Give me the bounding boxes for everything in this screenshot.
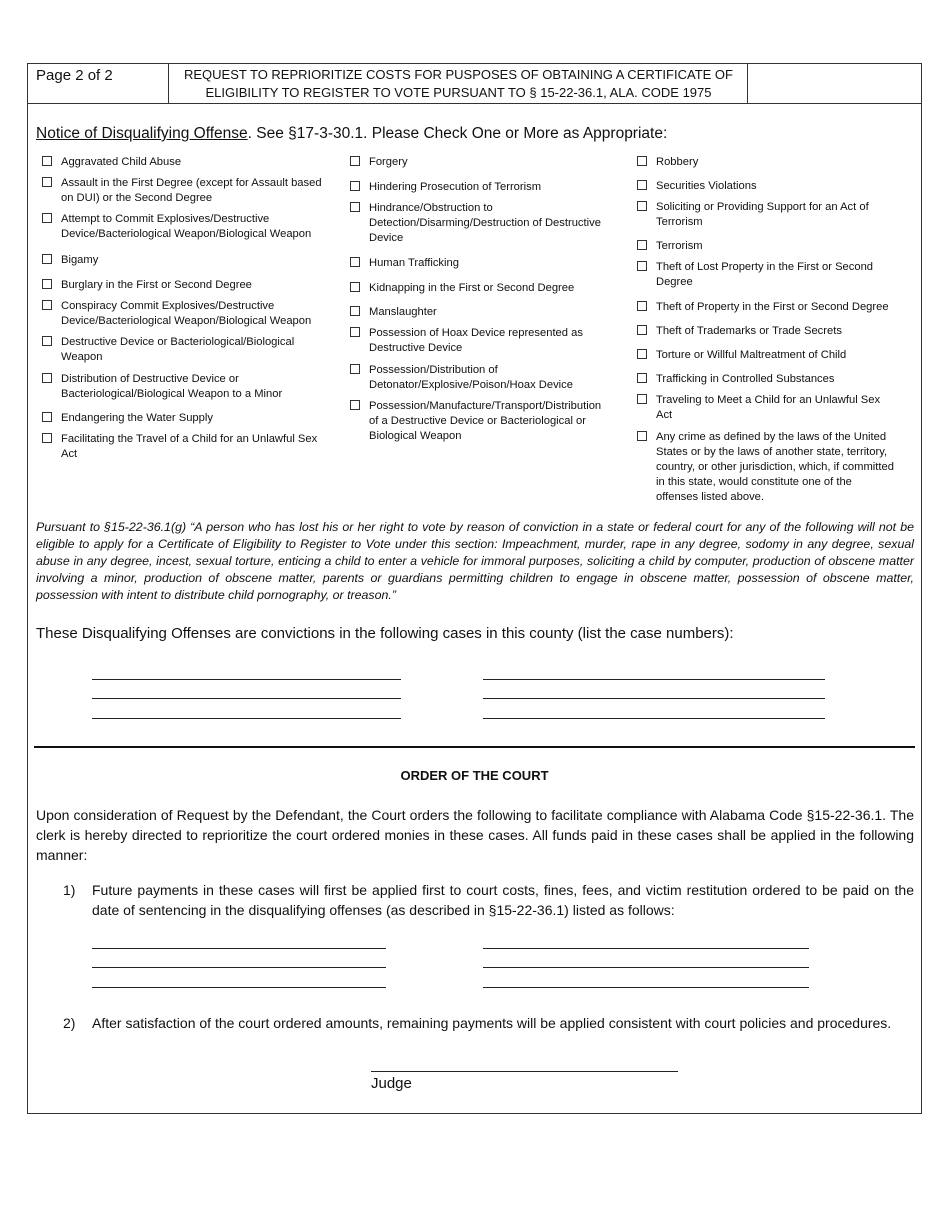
offense-checkbox[interactable] [42,156,52,166]
offense-checkbox[interactable] [637,201,647,211]
offense-checkbox[interactable] [350,181,360,191]
offense-item [637,372,897,387]
section-divider [34,746,915,748]
offense-checkbox[interactable] [350,282,360,292]
case-number-line[interactable] [483,679,825,680]
offense-label: Theft of Trademarks or Trade Secrets [656,325,842,337]
offense-label: Burglary in the First or Second Degree [61,279,252,291]
offense-label: Kidnapping in the First or Second Degree [369,282,575,294]
offense-checkbox[interactable] [637,349,647,359]
offense-item [637,179,897,194]
offense-label: Destructive Device or Bacteriological/Biological Weapon [61,336,295,363]
offense-item [637,300,897,315]
offense-item [42,278,322,293]
offense-label: Traveling to Meet a Child for an Unlawful Sex Act [656,394,881,421]
offense-checkbox[interactable] [637,261,647,271]
case-number-line[interactable] [92,718,401,719]
offense-checkbox[interactable] [350,364,360,374]
case-number-line[interactable] [92,698,401,699]
offense-item [42,432,322,462]
offense-label: Torture or Willful Maltreatment of Child [656,349,847,361]
offense-label: Theft of Property in the First or Second Degree [656,301,889,313]
offense-item [350,201,612,246]
payment-case-line[interactable] [92,948,386,949]
offense-label: Possession/Manufacture/Transport/Distribution of a Destructive Device or Bacteriological or Biological Weapon [369,400,602,442]
payment-case-line[interactable] [483,948,809,949]
offense-label: Conspiracy Commit Explosives/Destructive Device/Bacteriological Weapon/Biological Weapon [61,300,312,327]
offense-label: Distribution of Destructive Device or Bacteriological/Biological Weapon to a Minor [61,373,283,400]
offense-item [350,399,612,444]
offense-item [42,372,322,402]
offense-checkbox[interactable] [350,156,360,166]
payment-case-line[interactable] [483,967,809,968]
payment-case-line[interactable] [92,987,386,988]
pursuant-paragraph: Pursuant to §15-22-36.1(g) “A person who has lost his or her right to vote by reason of conviction in a state or federal court for any of the following will not be eligible to apply for a Certificate of Eligibility to Register to Vote under this section: Impeachment, murder, rape in any degree, sodomy in any degree, sexual abuse in any degree, incest, sexual torture, enticing a child to enter a vehicle for immoral purposes, soliciting a child by computer, production of obscene matter involving a minor, production of obscene matter, parents or guardians permitting children to engage in obscene matter, possession of obscene matter, possession with intent to distribute child pornography, or treason.” [36,520,914,602]
judge-signature-line[interactable] [371,1071,678,1072]
offense-item [350,256,612,271]
offense-label: Endangering the Water Supply [61,412,213,424]
case-numbers-instruction: These Disqualifying Offenses are convictions in the following cases in this county (list the case numbers): [36,625,734,642]
case-number-line[interactable] [483,698,825,699]
offense-checkbox[interactable] [42,177,52,187]
offense-checkbox[interactable] [350,306,360,316]
offense-checkbox[interactable] [350,400,360,410]
offense-item [637,260,897,290]
offense-label: Theft of Lost Property in the First or Second Degree [656,261,874,288]
offense-checkbox[interactable] [42,254,52,264]
offense-checkbox[interactable] [637,394,647,404]
form-title-line-1: REQUEST TO REPRIORITIZE COSTS FOR PUSPOSES OF OBTAINING A CERTIFICATE OF [184,67,733,82]
offense-checkbox[interactable] [42,433,52,443]
offense-checkbox[interactable] [42,300,52,310]
offense-label: Forgery [369,156,408,168]
order-title: ORDER OF THE COURT [400,768,549,783]
form-frame [27,63,922,1114]
offense-item [637,324,897,339]
offense-label: Trafficking in Controlled Substances [656,373,835,385]
offense-label: Soliciting or Providing Support for an Act of Terrorism [656,201,869,228]
offense-item [637,348,897,363]
offense-label: Robbery [656,156,699,168]
offense-item [350,155,612,170]
offense-item [42,253,322,268]
offense-checkbox[interactable] [637,373,647,383]
offense-checkbox[interactable] [42,213,52,223]
offense-checkbox[interactable] [637,240,647,250]
offense-checkbox[interactable] [350,202,360,212]
offense-label: Hindering Prosecution of Terrorism [369,181,542,193]
offense-label: Attempt to Commit Explosives/Destructive Device/Bacteriological Weapon/Biological Weapon [61,213,312,240]
offense-checkbox[interactable] [350,327,360,337]
offense-label: Assault in the First Degree (except for Assault based on DUI) or the Second Degree [61,177,322,204]
case-number-line[interactable] [483,718,825,719]
order-item-1-number: 1) [63,882,76,898]
offense-item [350,326,612,356]
offense-label: Manslaughter [369,306,437,318]
offense-label: Terrorism [656,240,703,252]
offense-item [42,335,322,365]
offense-checkbox[interactable] [350,257,360,267]
offense-label: Human Trafficking [369,257,459,269]
payment-case-line[interactable] [483,987,809,988]
offense-label: Securities Violations [656,180,757,192]
offense-checkbox[interactable] [42,373,52,383]
offense-item [637,200,897,230]
offense-label: Facilitating the Travel of a Child for an Unlawful Sex Act [61,433,318,460]
offense-checkbox[interactable] [637,180,647,190]
form-title-line-2: ELIGIBILITY TO REGISTER TO VOTE PURSUANT TO § 15-22-36.1, ALA. CODE 1975 [205,85,712,100]
notice-heading-underlined: Notice of Disqualifying Offense [36,125,248,142]
offense-label: Aggravated Child Abuse [61,156,182,168]
offense-item [42,411,322,426]
offense-item [637,155,897,170]
offense-label: Possession/Distribution of Detonator/Explosive/Poison/Hoax Device [369,364,573,391]
order-item-2-number: 2) [63,1015,76,1031]
offense-item [637,393,897,423]
judge-label: Judge [371,1075,412,1092]
offense-item [42,176,322,206]
order-paragraph: Upon consideration of Request by the Defendant, the Court orders the following to facilitate compliance with Alabama Code §15-22-36.1. The clerk is hereby directed to reprioritize the court ordered monies in these cases. All funds paid in these cases shall be applied in the following manner: [36,807,914,863]
offense-label: Hindrance/Obstruction to Detection/Disarming/Destruction of Destructive Device [369,202,601,244]
offense-item [637,430,897,505]
offense-checkbox[interactable] [42,412,52,422]
offense-checkbox[interactable] [637,325,647,335]
page-number: Page 2 of 2 [28,64,169,103]
offense-item [42,155,322,170]
case-number-line[interactable] [92,679,401,680]
notice-heading [36,125,667,143]
offense-label: Bigamy [61,254,99,266]
offense-item [42,212,322,242]
offense-checkbox[interactable] [637,431,647,441]
offense-item [350,305,612,320]
offense-checkbox[interactable] [637,156,647,166]
offense-checkbox[interactable] [42,279,52,289]
offense-item [350,363,612,393]
form-title [170,64,748,103]
offense-item [42,299,322,329]
offense-item [637,239,897,254]
order-item-1-text: Future payments in these cases will first be applied first to court costs, fines, fees, and victim restitution ordered to be paid on the date of sentencing in the disqualifying offenses (as described in §15-22-36.1) listed as follows: [92,882,914,918]
offense-checkbox[interactable] [637,301,647,311]
offense-label: Any crime as defined by the laws of the United States or by the laws of another state, territory, country, or other jurisdiction, which, if committed in this state, would constitute one of the offenses listed above. [656,431,894,503]
offense-checkbox[interactable] [42,336,52,346]
payment-case-line[interactable] [92,967,386,968]
offense-item [350,180,612,195]
notice-heading-rest: . See §17-3-30.1. Please Check One or More as Appropriate: [247,125,668,142]
offense-item [350,281,612,296]
order-item-2-text: After satisfaction of the court ordered amounts, remaining payments will be applied consistent with court policies and procedures. [92,1015,892,1031]
form-header [28,64,921,104]
offense-label: Possession of Hoax Device represented as Destructive Device [369,327,583,354]
